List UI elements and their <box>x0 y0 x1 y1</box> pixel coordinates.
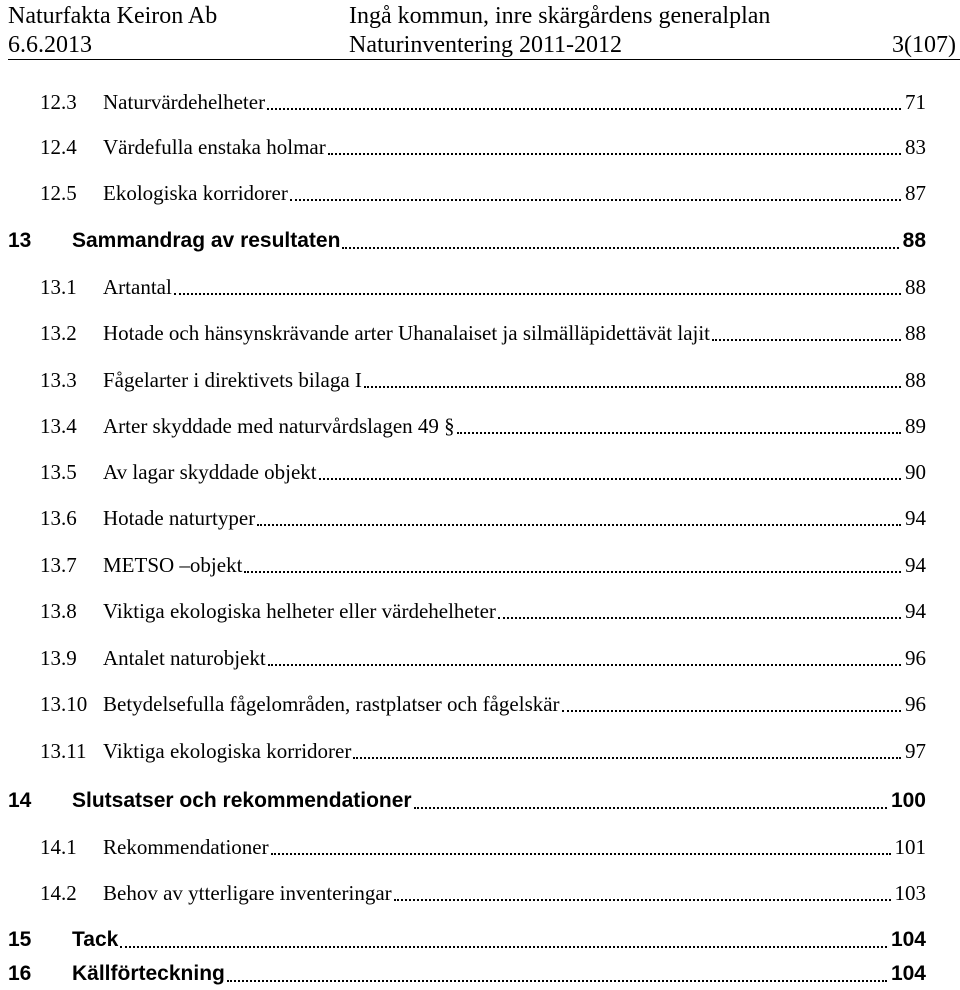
toc-entry[interactable] <box>0 549 960 581</box>
toc-entry-title: Artantal <box>103 275 172 299</box>
toc-entry[interactable] <box>0 735 960 767</box>
header-rule <box>8 59 960 60</box>
toc-entry[interactable] <box>0 595 960 627</box>
toc-entry[interactable] <box>0 177 960 209</box>
toc-entry-page: 97 <box>905 739 926 763</box>
toc-entry-number: 13.4 <box>40 414 77 438</box>
toc-leader-dots <box>319 478 901 480</box>
toc-entry-number: 13.9 <box>40 646 77 670</box>
toc-entry-title: Behov av ytterligare inventeringar <box>103 881 392 905</box>
toc-entry-title: Värdefulla enstaka holmar <box>103 135 326 159</box>
toc-entry-number: 12.3 <box>40 90 77 114</box>
toc-leader-dots <box>712 339 901 341</box>
toc-leader-dots <box>328 153 901 155</box>
toc-entry-page: 83 <box>905 135 926 159</box>
toc-entry-number: 13.8 <box>40 599 77 623</box>
header-date: 6.6.2013 <box>8 32 92 58</box>
toc-entry-title: Fågelarter i direktivets bilaga I <box>103 368 362 392</box>
toc-leader-dots <box>257 524 901 526</box>
toc-entry-page: 103 <box>894 881 926 905</box>
toc-entry-number: 13.11 <box>40 739 87 763</box>
toc-entry[interactable] <box>0 410 960 442</box>
toc-leader-dots <box>414 807 887 809</box>
toc-entry-title: Sammandrag av resultaten <box>72 229 341 252</box>
toc-entry-number: 13.1 <box>40 275 77 299</box>
toc-entry[interactable] <box>0 924 960 956</box>
toc-entry-number: 12.4 <box>40 135 77 159</box>
toc-entry-page: 104 <box>890 928 926 951</box>
header-org: Naturfakta Keiron Ab <box>8 3 218 29</box>
toc-entry-number: 13.10 <box>40 692 88 716</box>
toc-entry-number: 13 <box>8 229 32 252</box>
toc-entry-title: Antalet naturobjekt <box>103 646 266 670</box>
toc-entry-number: 13.3 <box>40 368 77 392</box>
header-page-number: 3(107) <box>892 32 956 58</box>
toc-entry[interactable] <box>0 225 960 257</box>
toc-entry-page: 88 <box>905 321 926 345</box>
toc-leader-dots <box>364 386 901 388</box>
toc-leader-dots <box>562 710 901 712</box>
toc-entry-title: Arter skyddade med naturvårdslagen 49 § <box>103 414 455 438</box>
toc-entry-page: 94 <box>905 506 926 530</box>
header-title-line2: Naturinventering 2011-2012 <box>349 32 623 58</box>
toc-leader-dots <box>244 571 901 573</box>
toc-entry-page: 94 <box>905 553 926 577</box>
toc-entry-page: 100 <box>890 789 926 812</box>
toc-entry[interactable] <box>0 502 960 534</box>
toc-entry-page: 88 <box>905 275 926 299</box>
toc-entry-number: 14 <box>8 789 32 812</box>
toc-entry-number: 12.5 <box>40 181 77 205</box>
toc-entry-title: Av lagar skyddade objekt <box>103 460 317 484</box>
toc-entry-page: 88 <box>902 229 926 252</box>
toc-entry-title: Hotade och hänsynskrävande arter Uhanalaiset ja silmälläpidettävät lajit <box>103 321 711 345</box>
toc-entry-page: 96 <box>905 692 926 716</box>
toc-leader-dots <box>394 899 891 901</box>
toc-entry-page: 71 <box>905 90 926 114</box>
toc-leader-dots <box>267 108 901 110</box>
toc-entry-title: Källförteckning <box>72 962 225 985</box>
toc-leader-dots <box>498 617 901 619</box>
toc-entry-page: 94 <box>905 599 926 623</box>
toc-entry-title: Tack <box>72 928 119 951</box>
toc-entry-number: 14.2 <box>40 881 77 905</box>
toc-entry[interactable] <box>0 271 960 303</box>
toc-entry-title: Rekommendationer <box>103 835 269 859</box>
toc-leader-dots <box>457 432 901 434</box>
toc-entry-number: 16 <box>8 962 32 985</box>
toc-entry[interactable] <box>0 642 960 674</box>
toc-entry-number: 13.6 <box>40 506 77 530</box>
toc-entry-title: Ekologiska korridorer <box>103 181 288 205</box>
toc-entry[interactable] <box>0 131 960 163</box>
toc-leader-dots <box>227 980 887 982</box>
toc-entry-title: Naturvärdehelheter <box>103 90 266 114</box>
toc-leader-dots <box>271 853 891 855</box>
toc-entry-page: 96 <box>905 646 926 670</box>
toc-entry-page: 89 <box>905 414 926 438</box>
toc-entry-title: Viktiga ekologiska helheter eller värdehelheter <box>103 599 496 623</box>
toc-entry[interactable] <box>0 364 960 396</box>
toc-leader-dots <box>174 293 901 295</box>
toc-entry-page: 88 <box>905 368 926 392</box>
toc-leader-dots <box>120 946 887 948</box>
toc-entry-title: Slutsatser och rekommendationer <box>72 789 412 812</box>
header-title-line1: Ingå kommun, inre skärgårdens generalplan <box>349 3 771 29</box>
toc-entry[interactable] <box>0 877 960 909</box>
toc-entry-number: 13.5 <box>40 460 77 484</box>
toc-entry[interactable] <box>0 958 960 990</box>
toc-entry[interactable] <box>0 831 960 863</box>
toc-entry-page: 90 <box>905 460 926 484</box>
toc-leader-dots <box>290 199 901 201</box>
toc-entry-number: 15 <box>8 928 32 951</box>
toc-entry-title: METSO –objekt <box>103 553 243 577</box>
toc-entry[interactable] <box>0 456 960 488</box>
toc-entry[interactable] <box>0 317 960 349</box>
toc-entry-title: Viktiga ekologiska korridorer <box>103 739 352 763</box>
toc-entry[interactable] <box>0 785 960 817</box>
toc-leader-dots <box>268 664 901 666</box>
toc-entry-number: 13.7 <box>40 553 77 577</box>
toc-entry[interactable] <box>0 688 960 720</box>
toc-entry[interactable] <box>0 86 960 118</box>
toc-entry-number: 13.2 <box>40 321 77 345</box>
toc-entry-page: 87 <box>905 181 926 205</box>
toc-entry-page: 104 <box>890 962 926 985</box>
toc-entry-title: Hotade naturtyper <box>103 506 256 530</box>
toc-entry-number: 14.1 <box>40 835 77 859</box>
toc-entry-title: Betydelsefulla fågelområden, rastplatser och fågelskär <box>103 692 560 716</box>
toc-leader-dots <box>353 757 901 759</box>
toc-entry-page: 101 <box>894 835 926 859</box>
toc-leader-dots <box>342 247 899 249</box>
